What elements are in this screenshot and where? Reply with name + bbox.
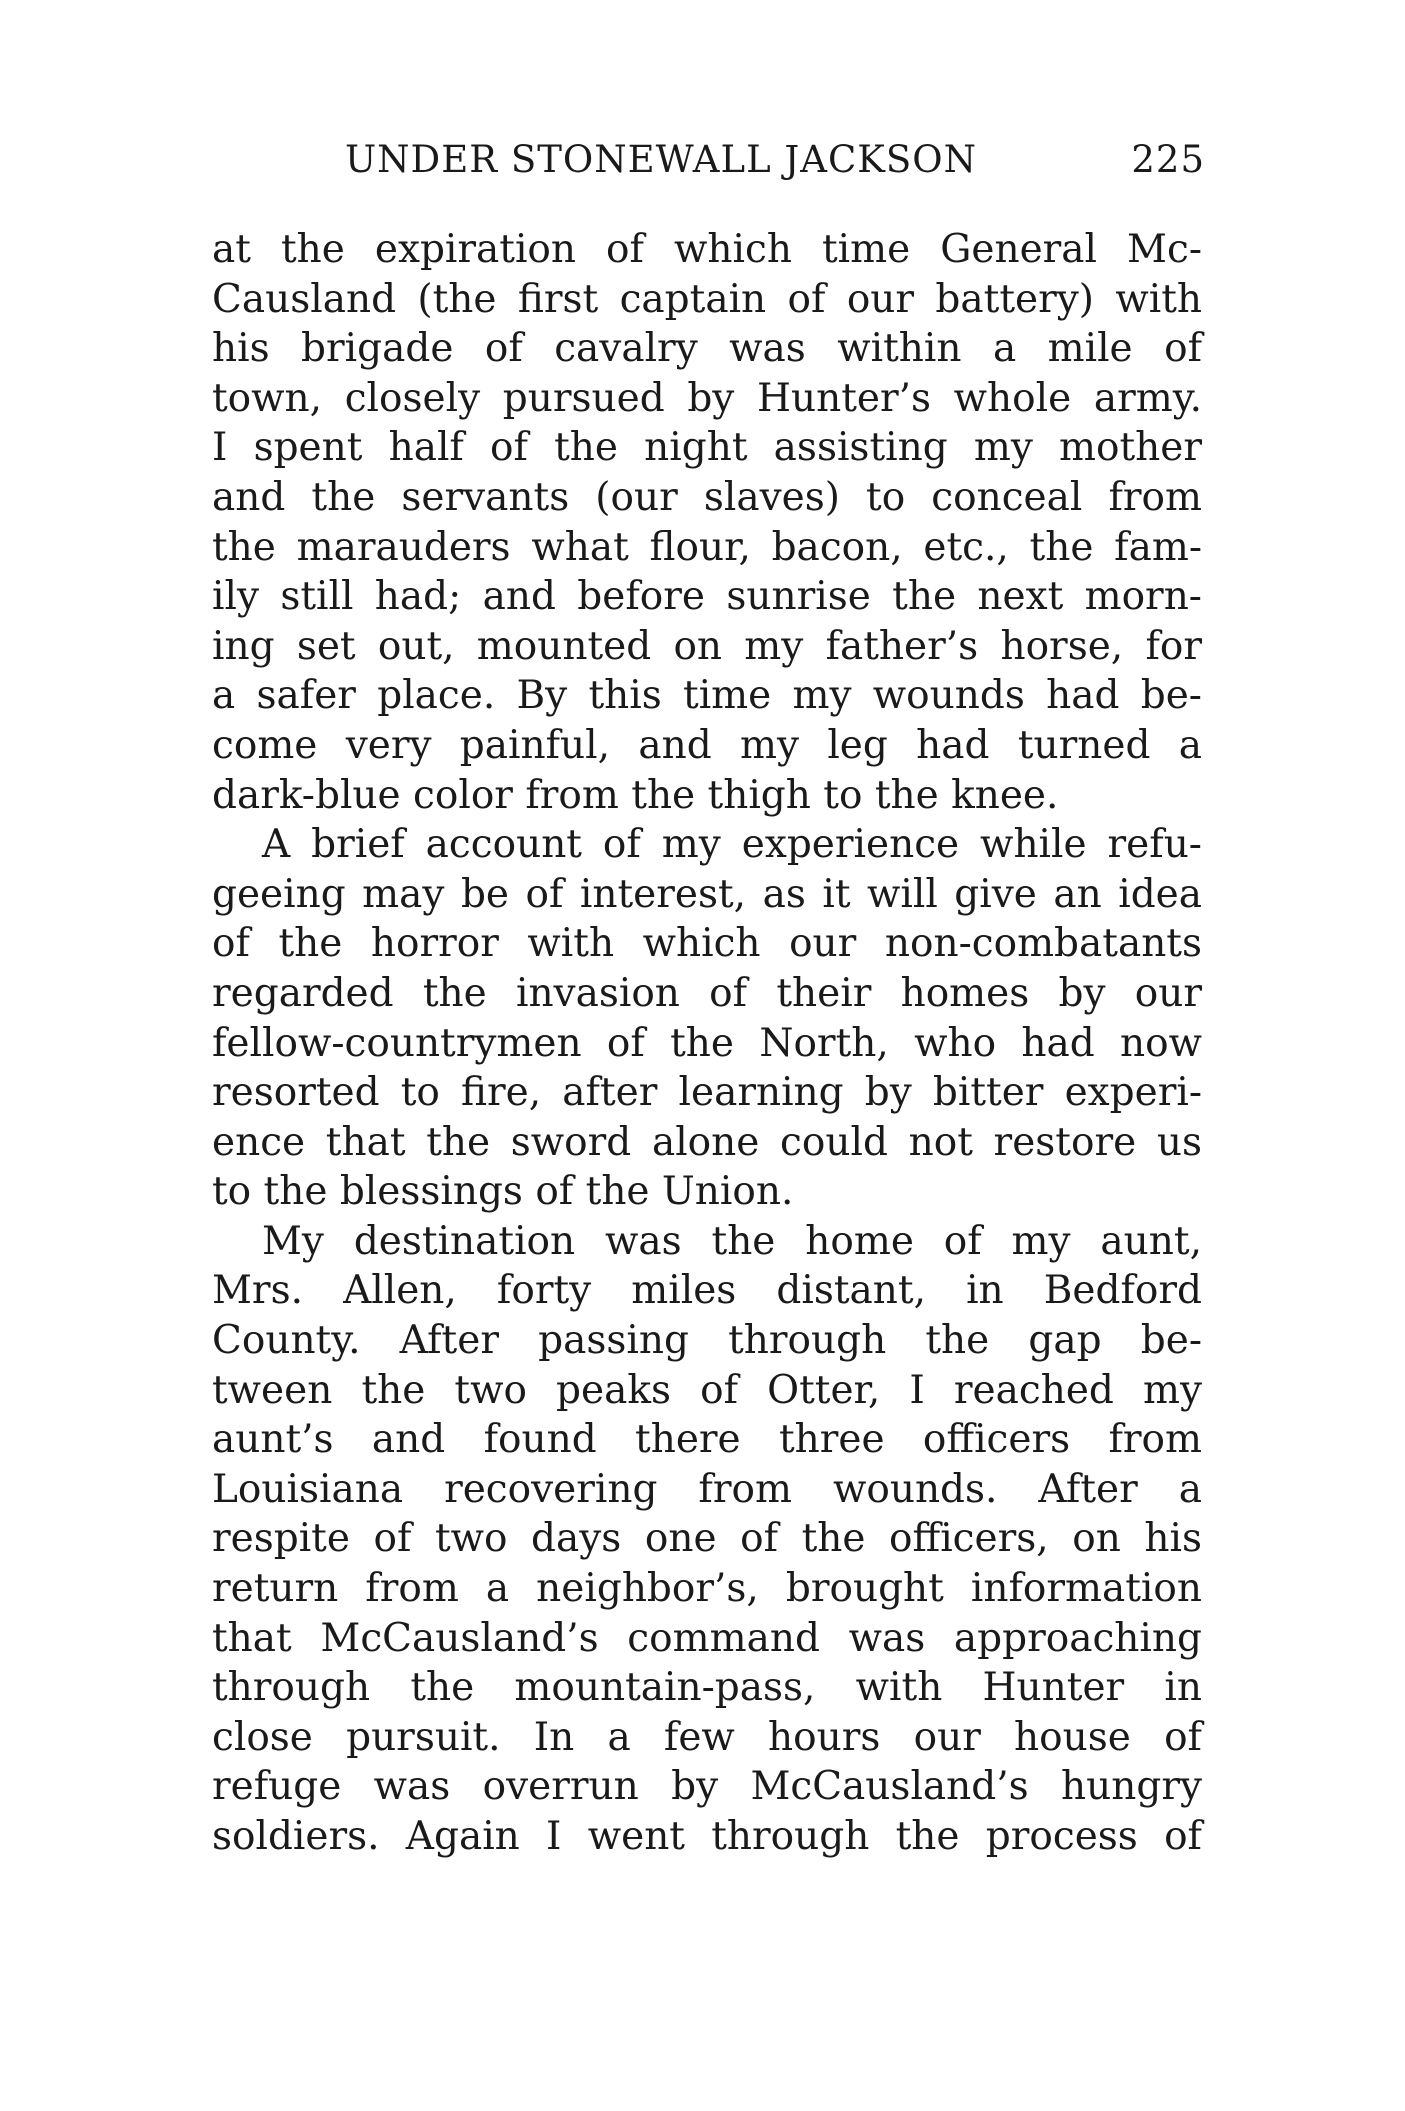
text-line: at the expiration of which time General Mc- xyxy=(212,227,1202,272)
text-line: ence that the sword alone could not restore us xyxy=(212,1119,1202,1165)
text-line: Mrs. Allen, forty miles distant, in Bedford xyxy=(212,1268,1202,1314)
text-line: regarded the invasion of their homes by our xyxy=(212,970,1202,1016)
text-line: A brief account of my experience while refu- xyxy=(262,822,1202,868)
body-text xyxy=(212,225,1202,1862)
text-line: geeing may be of interest, as it will give an idea xyxy=(212,871,1202,917)
text-line: My destination was the home of my aunt, xyxy=(262,1218,1202,1264)
running-title: UNDER STONEWALL JACKSON xyxy=(345,138,977,181)
text-line: and the servants (our slaves) to conceal from xyxy=(212,474,1202,520)
text-line: town, closely pursued by Hunter’s whole army. xyxy=(212,375,1202,421)
text-line: Causland (the first captain of our battery) with xyxy=(212,276,1202,322)
text-line: of the horror with which our non-combatants xyxy=(212,921,1202,967)
text-line: through the mountain-pass, with Hunter in xyxy=(212,1665,1202,1711)
text-line: Louisiana recovering from wounds. After a xyxy=(212,1466,1202,1512)
text-line: ing set out, mounted on my father’s horse, for xyxy=(212,623,1202,669)
text-line: ily still had; and before sunrise the next morn- xyxy=(212,574,1202,620)
text-line: close pursuit. In a few hours our house of xyxy=(212,1714,1202,1760)
text-line: that McCausland’s command was approaching xyxy=(212,1615,1202,1661)
page-number: 225 xyxy=(1131,138,1205,181)
text-line: return from a neighbor’s, brought information xyxy=(212,1566,1202,1612)
text-line: his brigade of cavalry was within a mile of xyxy=(212,326,1202,372)
text-line: I spent half of the night assisting my mother xyxy=(212,425,1202,471)
text-line: fellow-countrymen of the North, who had now xyxy=(212,1020,1202,1066)
text-line: to the blessings of the Union. xyxy=(212,1169,794,1215)
text-line: County. After passing through the gap be- xyxy=(212,1318,1202,1364)
text-line: soldiers. Again I went through the process of xyxy=(212,1814,1202,1859)
text-line: aunt’s and found there three officers from xyxy=(212,1417,1202,1463)
text-line: come very painful, and my leg had turned a xyxy=(212,722,1202,768)
text-line: tween the two peaks of Otter, I reached my xyxy=(212,1367,1202,1413)
text-line: the marauders what flour, bacon, etc., the fam- xyxy=(212,524,1202,570)
text-line: a safer place. By this time my wounds had be- xyxy=(212,673,1202,719)
text-line: dark-blue color from the thigh to the knee. xyxy=(212,772,1059,818)
text-line: refuge was overrun by McCausland’s hungry xyxy=(212,1764,1202,1810)
text-line: respite of two days one of the officers, on his xyxy=(212,1516,1202,1562)
text-line: resorted to fire, after learning by bitter experi- xyxy=(212,1070,1202,1116)
running-head xyxy=(345,138,1205,188)
